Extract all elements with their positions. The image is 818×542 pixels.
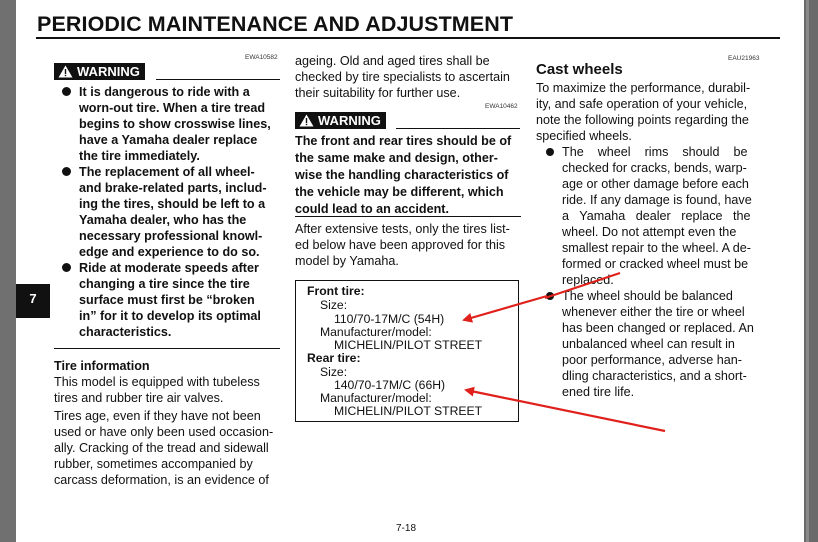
annotation-stroke xyxy=(545,273,620,298)
middle-intro-line: checked by tire specialists to ascertain xyxy=(295,70,510,84)
bullet-line: a Yamaha dealer replace the xyxy=(562,209,751,223)
warning-label: WARNING xyxy=(77,64,140,79)
middle-after-line: After extensive tests, only the tires list- xyxy=(295,222,510,236)
bullet-line: The replacement of all wheel- xyxy=(79,165,255,179)
middle-warning-line: the same make and design, other- xyxy=(295,151,498,165)
middle-warning-line: could lead to an accident. xyxy=(295,202,449,216)
bullet-line: ride. If any damage is found, have xyxy=(562,193,752,207)
bullet-line: and brake-related parts, includ- xyxy=(79,181,267,195)
tire-info-line: used or have only been used occasion- xyxy=(54,425,274,439)
tire-info-line: Tires age, even if they have not been xyxy=(54,409,261,423)
bullet-line: It is dangerous to ride with a xyxy=(79,85,250,99)
tire-info-line: carcass deformation, is an evidence of xyxy=(54,473,269,487)
cast-wheels-intro-line: note the following points regarding the xyxy=(536,113,749,127)
bullet-line: smallest repair to the wheel. A de- xyxy=(562,241,752,255)
bullet-line: The wheel should be balanced xyxy=(562,289,733,303)
rear-manufacturer-label: Manufacturer/model: xyxy=(320,391,432,405)
front-size-label: Size: xyxy=(320,298,348,312)
rear-size-label: Size: xyxy=(320,365,348,379)
bullet-line: ened tire life. xyxy=(562,385,635,399)
cast-wheels-intro-line: ity, and safe operation of your vehicle, xyxy=(536,97,748,111)
bullet-line: dling characteristics, and a short- xyxy=(562,369,747,383)
bullet-line: the tire immediately. xyxy=(79,149,200,163)
rear-tire-heading: Rear tire: xyxy=(307,351,361,365)
bullet-line: changing a tire since the tire xyxy=(79,277,250,291)
tire-info-line: tires and rubber tire air valves. xyxy=(54,391,224,405)
warning-label: WARNING xyxy=(318,113,381,128)
bullet-line: age or other damage before each xyxy=(562,177,749,191)
tire-info-line: This model is equipped with tubeless xyxy=(54,375,260,389)
front-tire-heading: Front tire: xyxy=(307,284,365,298)
bullet-line: Yamaha dealer, who has the xyxy=(79,213,247,227)
bullet-line: necessary professional knowl- xyxy=(79,229,263,243)
rear-size-value: 140/70-17M/C (66H) xyxy=(334,378,446,392)
front-size-value: 110/70-17M/C (54H) xyxy=(334,312,445,326)
bullet-line: worn-out tire. When a tire tread xyxy=(79,101,266,115)
bullet-line: replaced. xyxy=(562,273,614,287)
bullet-line: unbalanced wheel can result in xyxy=(562,337,735,351)
cast-wheels-heading: Cast wheels xyxy=(536,61,623,78)
middle-warning-line: wise the handling characteristics of xyxy=(295,168,509,182)
rear-tire-arrow xyxy=(466,390,665,431)
front-tire-arrow xyxy=(464,296,547,320)
warning-code-left: EWA10582 xyxy=(245,54,278,61)
bullet-line: surface must first be “broken xyxy=(79,293,255,307)
middle-after-line: model by Yamaha. xyxy=(295,254,399,268)
bullet-line: Ride at moderate speeds after xyxy=(79,261,259,275)
middle-intro-line: their suitability for further use. xyxy=(295,86,461,100)
bullet-line: characteristics. xyxy=(79,325,172,339)
page-number: 7-18 xyxy=(396,523,417,534)
section-code-right: EAU21963 xyxy=(728,55,760,62)
cast-wheels-intro-line: To maximize the performance, durabil- xyxy=(536,81,751,95)
cast-wheels-intro-line: specified wheels. xyxy=(536,129,632,143)
bullet-line: edge and experience to do so. xyxy=(79,245,260,259)
page-title: PERIODIC MAINTENANCE AND ADJUSTMENT xyxy=(37,12,514,36)
front-manufacturer-value: MICHELIN/PILOT STREET xyxy=(334,338,483,352)
bullet-line: formed or cracked wheel must be xyxy=(562,257,749,271)
bullet-line: have a Yamaha dealer replace xyxy=(79,133,258,147)
rear-manufacturer-value: MICHELIN/PILOT STREET xyxy=(334,404,483,418)
tire-info-line: rubber, sometimes accompanied by xyxy=(54,457,253,471)
middle-warning-line: the vehicle may be different, which xyxy=(295,185,504,199)
warning-code-middle: EWA10462 xyxy=(485,103,518,110)
bullet-line: in” for it to develop its optimal xyxy=(79,309,261,323)
bullet-line: begins to show crosswise lines, xyxy=(79,117,271,131)
middle-after-line: ed below have been approved for this xyxy=(295,238,506,252)
middle-intro-line: ageing. Old and aged tires shall be xyxy=(295,54,490,68)
middle-warning-line: The front and rear tires should be of xyxy=(295,134,512,148)
bullet-line: checked for cracks, bends, warp- xyxy=(562,161,747,175)
tire-info-line: ally. Cracking of the tread and sidewall xyxy=(54,441,269,455)
bullet-line: has been changed or replaced. An xyxy=(562,321,754,335)
bullet-line: whenever either the tire or wheel xyxy=(562,305,745,319)
bullet-line: The wheel rims should be xyxy=(562,145,748,159)
tire-info-heading: Tire information xyxy=(54,359,150,373)
chapter-tab: 7 xyxy=(16,284,50,318)
bullet-line: poor performance, adverse han- xyxy=(562,353,742,367)
bullet-line: wheel. Do not attempt even the xyxy=(562,225,737,239)
front-manufacturer-label: Manufacturer/model: xyxy=(320,325,432,339)
bullet-line: ing the tires, should be left to a xyxy=(79,197,266,211)
